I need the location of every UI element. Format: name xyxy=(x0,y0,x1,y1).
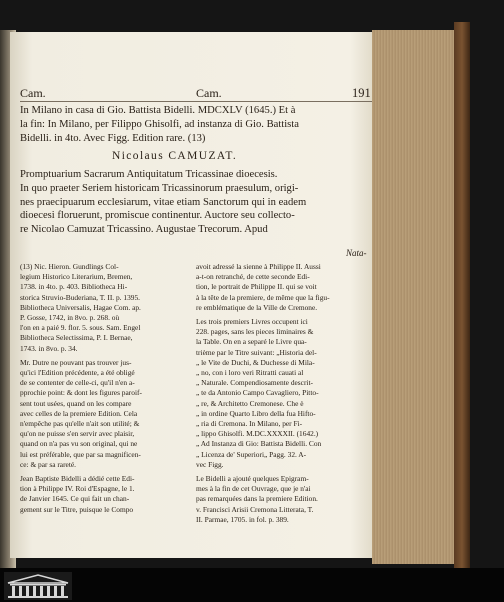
note-line: II. Parmae, 1705. in fol. p. 389. xyxy=(196,514,289,524)
library-building-logo xyxy=(4,572,72,600)
header-rule xyxy=(20,101,372,102)
book-cover-edge xyxy=(454,22,470,570)
author-heading: Nicolaus CAMUZAT. xyxy=(112,150,238,162)
entry-title-text xyxy=(20,168,306,237)
note-line: qu'on ne puisse s'en servir avec plaisir, xyxy=(20,429,135,439)
note-line: „ ria di Cremona. In Milano, per Fi- xyxy=(196,419,303,429)
note-line: Les trois premiers Livres occupent ici xyxy=(196,317,308,327)
note-line: vec Figg. xyxy=(196,459,224,469)
note-line: Bibliotheca Universalis, Hagae Com. ap. xyxy=(20,302,141,312)
note-line: gement sur le Titre, puisque le Compo xyxy=(20,504,134,514)
text-line: nes praecipuarum ecclesiarum, vitae etiam Sanctorum qui in eadem xyxy=(20,196,307,208)
note-line: legium Historico Literarium, Bremen, xyxy=(20,272,133,282)
note-line: pprochie point: & dont les figures paroif- xyxy=(20,388,142,398)
note-line: v. Francisci Arisii Cremona Litterata, T. xyxy=(196,504,314,514)
note-line: a-t-on retranché, de cette seconde Edi- xyxy=(196,272,310,282)
note-line: de Janvier 1645. Ce qui fait un chan- xyxy=(20,494,130,504)
note-line: „ Ad Instanza di Gio: Battista Bidelli. Con xyxy=(196,439,322,449)
note-line: pas remarquées dans la premiere Edition. xyxy=(196,494,318,504)
note-line: „ Naturale. Compendiosamente descrit- xyxy=(196,378,313,388)
note-line: „ in ordine Quarto Libro della fua Hifto- xyxy=(196,408,316,418)
note-line: l'on en a paié 9. flor. 5. sous. Sam. Engel xyxy=(20,323,141,333)
note-line: „ Licenza de' Superiori„ Pagg. 32. A- xyxy=(196,449,307,459)
text-line: Bidelli. in 4to. Avec Figg. Edition rare. (13) xyxy=(20,132,206,144)
catchword: Nata- xyxy=(346,248,367,258)
text-line: dioecesi floruerunt, promiscue continentur. Auctore seu collecto- xyxy=(20,210,295,222)
note-line: „ re, & Architetto Cremonese. Che è xyxy=(196,398,304,408)
note-line: ce: & par sa rareté. xyxy=(20,459,77,469)
page-number: 191 xyxy=(352,86,371,100)
note-line: re emblématique de la Ville de Cremone. xyxy=(196,302,318,312)
note-line: P. Gosse, 1742, in 8vo. p. 268. où xyxy=(20,313,120,323)
note-line: de se contenter de celle-ci, qu'il n'en a- xyxy=(20,378,135,388)
note-line: avoit adressé la sienne à Philippe II. Aussi xyxy=(196,262,321,271)
note-line: 1738. in 4to. p. 403. Bibliotheca Hi- xyxy=(20,282,128,292)
note-line: qu'ici l'Edition précédente, a été obligé xyxy=(20,368,135,378)
note-line: 228. pages, sans les pieces liminaires & xyxy=(196,327,314,337)
note-line: „ no, con i loro veri Ritratti cauati al xyxy=(196,368,304,378)
notes-left-column xyxy=(20,262,142,515)
note-line: tion, le portrait de Philippe II. qui se voit xyxy=(196,282,317,292)
note-line: 1743. in 8vo. p. 34. xyxy=(20,343,78,353)
note-line: avec celles de la premiere Edition. Cela xyxy=(20,408,138,418)
note-line: (13) Nic. Hieron. Gundlings Col- xyxy=(20,262,119,271)
running-head-center: Cam. xyxy=(196,86,222,100)
note-line: lui est préférable, que par sa magnificen- xyxy=(20,449,141,459)
note-line: Bibliotheca Selectissima, P. I. Bernae, xyxy=(20,333,133,343)
text-line: la fin: In Milano, per Filippo Ghisolfi, ad instanza di Gio. Battista xyxy=(20,118,299,130)
note-line: storica Struvio-Buderiana, T. II. p. 1395. xyxy=(20,292,141,302)
note-line: „ lippo Ghisolfi. M.DC.XXXXII. (1642.) xyxy=(196,429,319,439)
note-line: trième par le Titre suivant: „Historia del- xyxy=(196,347,317,357)
text-line: Promptuarium Sacrarum Antiquitatum Tricassinae dioecesis. xyxy=(20,169,278,180)
note-line: mes à la fin de cet Ouvrage, que je n'ai xyxy=(196,484,311,494)
note-line: n'empêche pas qu'elle n'ait son utilité; & xyxy=(20,419,140,429)
note-line: Mr. Dutre ne pouvant pas trouver jus- xyxy=(20,357,132,367)
note-line: tion à Philippe IV. Roi d'Espagne, le 1. xyxy=(20,484,135,494)
page-fore-edge xyxy=(372,30,456,564)
note-line: Jean Baptiste Bidelli a dédié cette Edi- xyxy=(20,474,135,484)
text-line: In Milano in casa di Gio. Battista Bidelli. MDCXLV (1645.) Et à xyxy=(20,105,296,116)
note-line: la Table. On en a separé le Livre qua- xyxy=(196,337,307,347)
text-line: In quo praeter Seriem historicam Tricassinorum praesulum, origi- xyxy=(20,182,299,194)
note-line: à la tête de la premiere, de même que la figu- xyxy=(196,292,330,302)
note-line: Le Bidelli a ajouté quelques Epigram- xyxy=(196,474,309,484)
previous-entry-text xyxy=(20,104,299,145)
note-line: „ te da Antonio Campo Cavagliero, Pitto- xyxy=(196,388,319,398)
note-line: quand on n'a pas vu son original, qui ne xyxy=(20,439,138,449)
notes-right-column xyxy=(196,262,330,525)
text-line: re Nicolao Camuzat Tricassino. Augustae Trecorum. Apud xyxy=(20,224,268,236)
running-head-left: Cam. xyxy=(20,86,46,100)
note-line: „ le Vite de Duchi, & Duchesse di Mila- xyxy=(196,357,315,367)
viewer-footer-strip xyxy=(0,568,504,602)
note-line: sent tout usées, quand on les compare xyxy=(20,398,132,408)
